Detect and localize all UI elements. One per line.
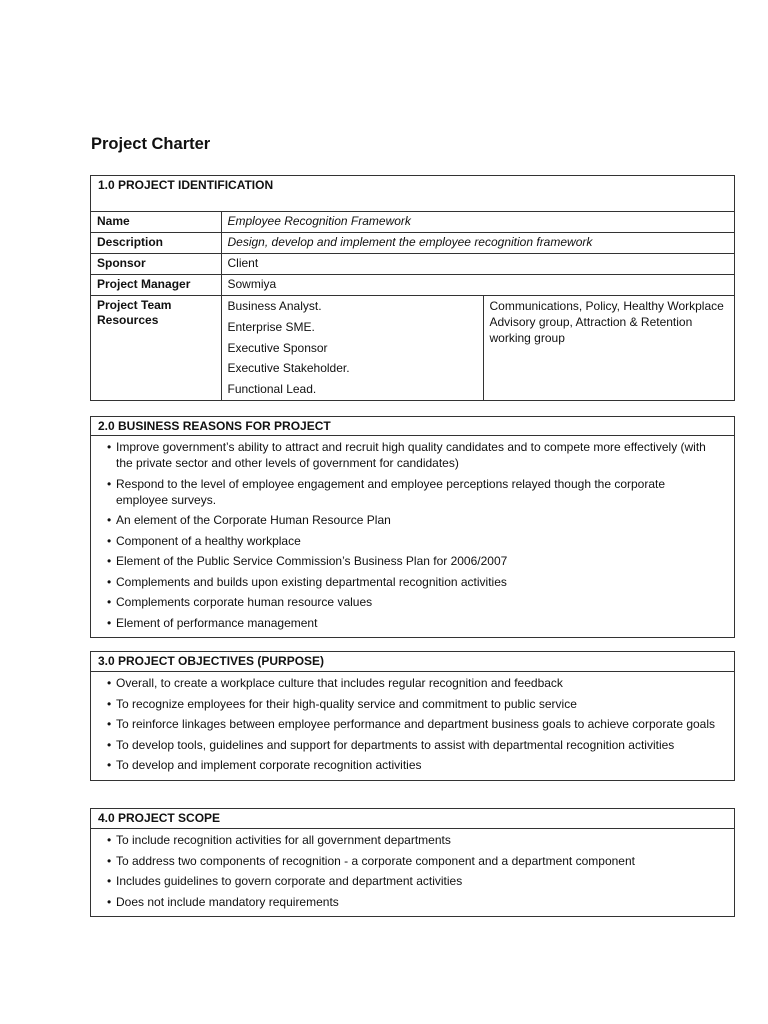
list-item: • Complements corporate human resource values xyxy=(91,594,734,610)
business-reasons-section xyxy=(90,416,735,638)
list-item: • Overall, to create a workplace culture that includes regular recognition and feedback xyxy=(91,675,734,691)
row-sponsor xyxy=(91,254,734,275)
team-role: Functional Lead. xyxy=(227,382,317,397)
name-value: Employee Recognition Framework xyxy=(221,212,734,233)
list-item: • To reinforce linkages between employee performance and department business goals to achieve corporate goals xyxy=(91,716,734,732)
section-heading: 3.0 PROJECT OBJECTIVES (PURPOSE) xyxy=(91,652,734,672)
list-item: • Component of a healthy workplace xyxy=(91,533,734,549)
list-item: • Element of performance management xyxy=(91,615,734,631)
list-item: • Does not include mandatory requirements xyxy=(91,894,734,910)
section-heading: 1.0 PROJECT IDENTIFICATION xyxy=(98,178,274,192)
list-item: • Element of the Public Service Commission’s Business Plan for 2006/2007 xyxy=(91,553,734,569)
objectives-list xyxy=(91,672,734,780)
team-roles-list xyxy=(228,296,477,400)
name-label: Name xyxy=(91,212,221,233)
section-heading: 4.0 PROJECT SCOPE xyxy=(91,809,734,829)
row-team xyxy=(91,296,734,400)
list-item: • To develop tools, guidelines and support for departments to assist with departmental recognition activities xyxy=(91,737,734,753)
project-identification-section xyxy=(90,175,735,401)
business-reasons-list xyxy=(91,436,734,637)
sponsor-value: Client xyxy=(221,254,734,275)
sponsor-label: Sponsor xyxy=(91,254,221,275)
row-description xyxy=(91,233,734,254)
row-manager xyxy=(91,275,734,296)
list-item: • An element of the Corporate Human Resource Plan xyxy=(91,512,734,528)
project-objectives-section xyxy=(90,651,735,781)
list-item: • Complements and builds upon existing departmental recognition activities xyxy=(91,574,734,590)
list-item: • Respond to the level of employee engagement and employee perceptions relayed though the corporate employee surveys. xyxy=(91,476,734,508)
identification-table xyxy=(91,211,734,400)
team-role: Business Analyst. xyxy=(227,299,322,313)
section-heading: 2.0 BUSINESS REASONS FOR PROJECT xyxy=(91,417,734,436)
list-item: • To include recognition activities for all government departments xyxy=(91,832,734,848)
description-label: Description xyxy=(91,233,221,254)
page-title: Project Charter xyxy=(91,135,211,153)
row-name xyxy=(91,212,734,233)
team-groups: Communications, Policy, Healthy Workplace Advisory group, Attraction & Retention working group xyxy=(483,296,734,400)
list-item: • Improve government’s ability to attract and recruit high quality candidates and to compete more effectively (with the private sector and other levels of government for candidates) xyxy=(91,439,734,471)
manager-label: Project Manager xyxy=(91,275,221,296)
list-item: • To recognize employees for their high-quality service and commitment to public service xyxy=(91,696,734,712)
team-role: Executive Stakeholder. xyxy=(227,361,350,376)
list-item: • Includes guidelines to govern corporate and department activities xyxy=(91,873,734,889)
manager-value: Sowmiya xyxy=(221,275,734,296)
project-scope-section xyxy=(90,808,735,917)
list-item: • To develop and implement corporate recognition activities xyxy=(91,757,734,773)
list-item: • To address two components of recognition - a corporate component and a department component xyxy=(91,853,734,869)
description-value: Design, develop and implement the employee recognition framework xyxy=(221,233,734,254)
team-role: Enterprise SME. xyxy=(227,319,315,334)
scope-list xyxy=(91,829,734,916)
team-role: Executive Sponsor xyxy=(227,340,328,355)
team-roles-cell xyxy=(221,296,483,400)
team-label: Project Team Resources xyxy=(91,296,221,400)
